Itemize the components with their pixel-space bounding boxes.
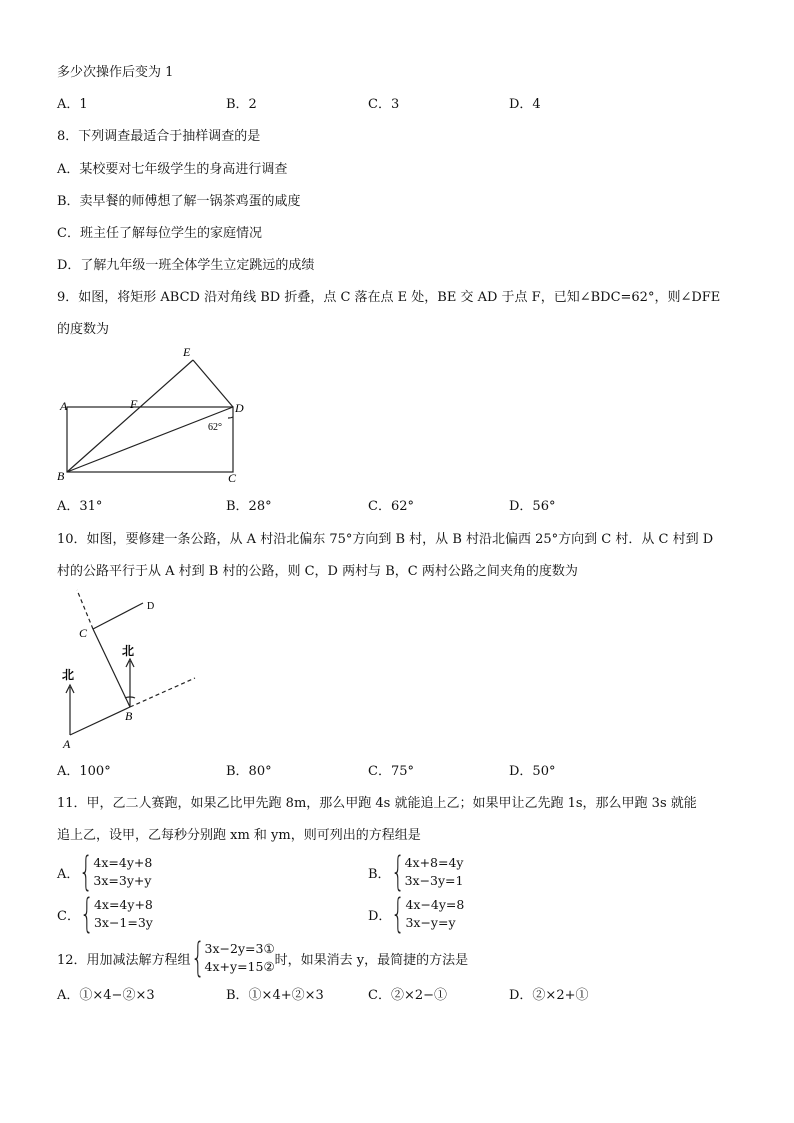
question-12-option-c: C．②×2−①	[368, 988, 448, 1003]
question-8-option-a: A．某校要对七年级学生的身高进行调查	[57, 162, 288, 177]
question-11-stem-line1: 11．甲，乙二人赛跑，如果乙比甲先跑 8m，那么甲跑 4s 就能追上乙；如果甲让乙先跑 1s，那么甲跑 3s 就能	[57, 796, 697, 811]
question-12-option-b: B．①×4+②×3	[226, 988, 324, 1003]
option-d: D．4	[509, 97, 541, 112]
question-10-option-d: D．50°	[509, 764, 556, 779]
label-b: B	[125, 709, 133, 723]
equation-1: 4x=4y+8	[93, 855, 153, 870]
question-9-option-d: D．56°	[509, 499, 556, 514]
brace: {	[190, 935, 205, 981]
brace: {	[391, 891, 406, 937]
option-b: B．2	[226, 97, 257, 112]
equation-2: 3x−3y=1	[404, 873, 464, 888]
question-12-stem	[57, 935, 469, 981]
question-9-stem-line1: 9．如图，将矩形 ABCD 沿对角线 BD 折叠，点 C 落在点 E 处，BE 交 AD 于点 F，已知∠BDC=62°，则∠DFE	[57, 290, 721, 305]
stem-suffix: 时，如果消去 y，最简捷的方法是	[274, 952, 469, 968]
label-a: A	[60, 399, 68, 413]
equation-1: 3x−2y=3①	[204, 941, 275, 956]
stem-prefix: 12．用加减法解方程组	[57, 952, 191, 968]
label-a: A	[63, 737, 71, 750]
question-10-option-b: B．80°	[226, 764, 272, 779]
label-c: C	[79, 626, 88, 640]
north-label-2: 北	[122, 644, 135, 658]
label-c: C	[228, 471, 237, 485]
question-11-stem-line2: 追上乙，设甲，乙每秒分别跑 xm 和 ym，则可列出的方程组是	[57, 828, 421, 843]
equation-2: 3x−1=3y	[93, 915, 153, 930]
label-d: D	[147, 601, 155, 612]
option-a: A．1	[57, 97, 88, 112]
label-d: D	[235, 401, 244, 415]
question-9-option-b: B．28°	[226, 499, 272, 514]
question-11-option-c	[57, 891, 153, 937]
question-10-stem-line1: 10．如图，要修建一条公路，从 A 村沿北偏东 75°方向到 B 村，从 B 村沿北偏西 25°方向到 C 村．从 C 村到 D	[57, 532, 714, 547]
equation-1: 4x−4y=8	[405, 897, 465, 912]
equation-1: 4x=4y+8	[93, 897, 153, 912]
label-e: E	[183, 345, 191, 359]
question-9-figure	[50, 340, 260, 490]
option-label: A．	[57, 866, 80, 882]
question-10-stem-line2: 村的公路平行于从 A 村到 B 村的公路，则 C，D 两村与 B，C 两村公路之间夹角的度数为	[57, 564, 578, 579]
question-9-option-c: C．62°	[368, 499, 414, 514]
question-11-option-b	[368, 849, 464, 895]
equation-2: 3x−y=y	[405, 915, 456, 930]
option-label: C．	[57, 908, 80, 924]
question-12-option-a: A．①×4−②×3	[57, 988, 155, 1003]
question-7-continuation: 多少次操作后变为 1	[57, 65, 174, 80]
question-12-option-d: D．②×2+①	[509, 988, 589, 1003]
question-8-option-d: D．了解九年级一班全体学生立定跳远的成绩	[57, 258, 315, 273]
question-9-stem-line2: 的度数为	[57, 322, 110, 337]
option-label: B．	[368, 866, 391, 882]
question-10-option-c: C．75°	[368, 764, 414, 779]
question-11-option-a	[57, 849, 153, 895]
question-11-option-d	[368, 891, 465, 937]
brace: {	[79, 891, 94, 937]
question-10-option-a: A．100°	[57, 764, 111, 779]
north-label-1: 北	[62, 668, 75, 682]
option-label: D．	[368, 908, 392, 924]
brace: {	[79, 849, 94, 895]
question-8-stem: 8．下列调查最适合于抽样调查的是	[57, 129, 261, 144]
label-f: F	[130, 397, 138, 411]
equation-2: 4x+y=15②	[204, 959, 275, 974]
brace: {	[390, 849, 405, 895]
question-8-option-c: C．班主任了解每位学生的家庭情况	[57, 226, 262, 241]
label-b: B	[57, 469, 65, 483]
option-c: C．3	[368, 97, 400, 112]
equation-1: 4x+8=4y	[404, 855, 464, 870]
angle-label: 62°	[208, 422, 222, 433]
equation-2: 3x=3y+y	[93, 873, 152, 888]
question-9-option-a: A．31°	[57, 499, 103, 514]
question-8-option-b: B．卖早餐的师傅想了解一锅茶鸡蛋的咸度	[57, 194, 301, 209]
question-10-figure	[55, 585, 215, 750]
